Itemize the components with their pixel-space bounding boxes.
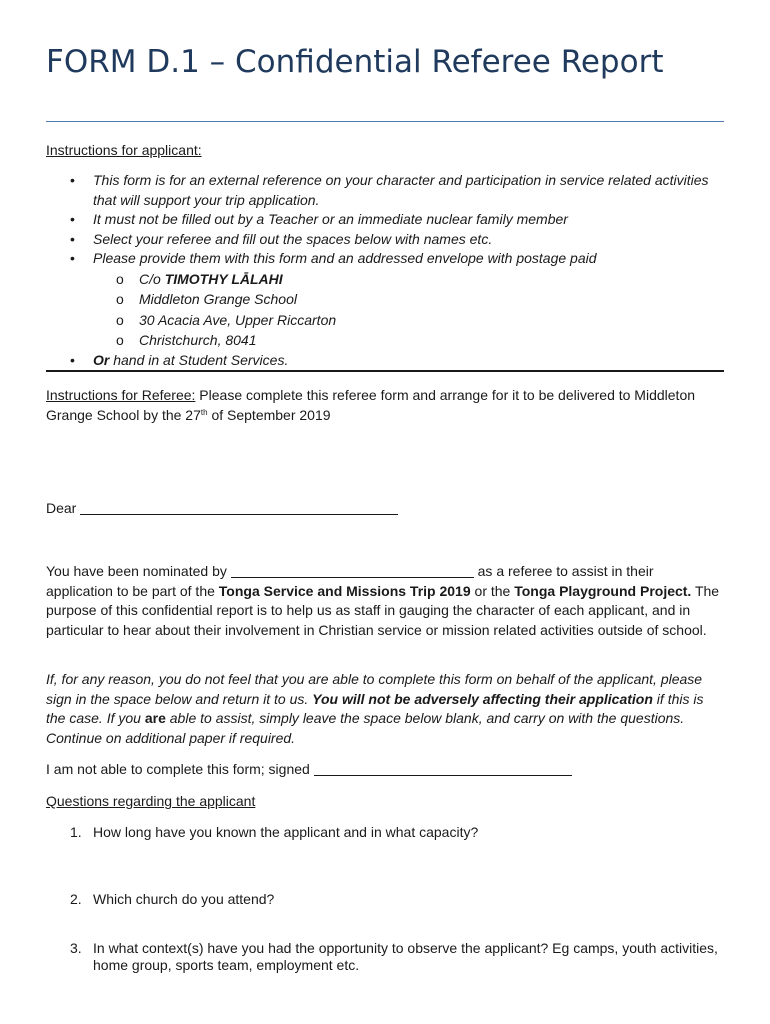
- decline-are: are: [144, 710, 166, 726]
- signed-label: I am not able to complete this form; signed: [46, 761, 314, 777]
- decline-text-c: able to assist, simply leave the space below blank, and carry on with the questions. Continue on additional paper if required.: [46, 710, 685, 746]
- question-3: [46, 940, 722, 974]
- question-text: Which church do you attend?: [93, 891, 275, 907]
- question-number: 1.: [70, 824, 82, 840]
- list-item: • Select your referee and fill out the spaces below with names etc.: [46, 230, 724, 250]
- page-title: FORM D.1 – Confidential Referee Report: [46, 44, 664, 80]
- title-divider: [46, 121, 724, 122]
- decline-text-a: If, for any reason, you do not feel that you are able to complete this form on behalf of the applicant, please sign in the space below and return it to us.: [46, 671, 703, 707]
- referee-instructions-date: of September 2019: [207, 406, 331, 423]
- questions-heading: Questions regarding the applicant: [46, 793, 256, 809]
- question-text: How long have you known the applicant and in what capacity?: [93, 824, 479, 840]
- decline-bold-notice: You will not be adversely affecting their application: [312, 690, 653, 707]
- signature-field[interactable]: [314, 761, 572, 776]
- address-line-co: [46, 270, 724, 290]
- ordinal-suffix: th: [200, 407, 208, 417]
- list-item: [46, 351, 724, 371]
- question-1: [46, 824, 722, 841]
- nomination-text-a: You have been nominated by: [46, 563, 231, 579]
- signature-line: [46, 760, 572, 779]
- applicant-instructions-list: [46, 171, 724, 370]
- question-number: 2.: [70, 891, 82, 907]
- question-text: In what context(s) have you had the opportunity to observe the applicant? Eg camps, youth activities, home group, sports team, employment etc.: [93, 940, 718, 973]
- list-item: • It must not be filled out by a Teacher or an immediate nuclear family member: [46, 210, 724, 230]
- dear-name-field[interactable]: [80, 500, 398, 515]
- question-2: [46, 891, 722, 908]
- list-item: • Please provide them with this form and an addressed envelope with postage paid: [46, 249, 724, 269]
- referee-instructions-heading: Instructions for Referee:: [46, 387, 196, 403]
- referee-instructions: [46, 386, 722, 425]
- project-name: Tonga Playground Project.: [514, 582, 692, 599]
- address-co-prefix: C/o: [139, 270, 165, 287]
- dear-line: [46, 499, 398, 518]
- nomination-text-d: The purpose of this confidential report is to help us as staff in gauging the character of each applicant, and in particular to hear about their involvement in Christian service or mission related activities outside of school.: [46, 582, 720, 638]
- nominator-name-field[interactable]: [231, 563, 474, 578]
- decline-paragraph: [46, 670, 722, 748]
- decline-text-b: if this is the case. If you: [46, 690, 704, 726]
- question-number: 3.: [70, 940, 82, 956]
- dear-label: Dear: [46, 500, 81, 516]
- address-co-name: TIMOTHY LĀLAHI: [164, 270, 283, 287]
- section-divider: [46, 370, 724, 372]
- list-item: • This form is for an external reference on your character and participation in service related activities that will support your trip application.: [46, 171, 724, 210]
- address-line-city: o Christchurch, 8041: [46, 331, 724, 351]
- applicant-instructions-heading: Instructions for applicant:: [46, 142, 202, 158]
- or-label: Or: [93, 351, 110, 368]
- nomination-text-c: or the: [470, 582, 515, 599]
- address-line-street: o 30 Acacia Ave, Upper Riccarton: [46, 311, 724, 331]
- student-services-text: hand in at Student Services.: [109, 351, 289, 368]
- address-line-school: o Middleton Grange School: [46, 290, 724, 310]
- referee-instructions-text: Please complete this referee form and arrange for it to be delivered to Middleton Grange School by the 27: [46, 387, 696, 423]
- nomination-paragraph: [46, 562, 722, 640]
- nomination-text-b: as a referee to assist in their application to be part of the: [46, 563, 654, 599]
- trip-name: Tonga Service and Missions Trip 2019: [218, 582, 471, 599]
